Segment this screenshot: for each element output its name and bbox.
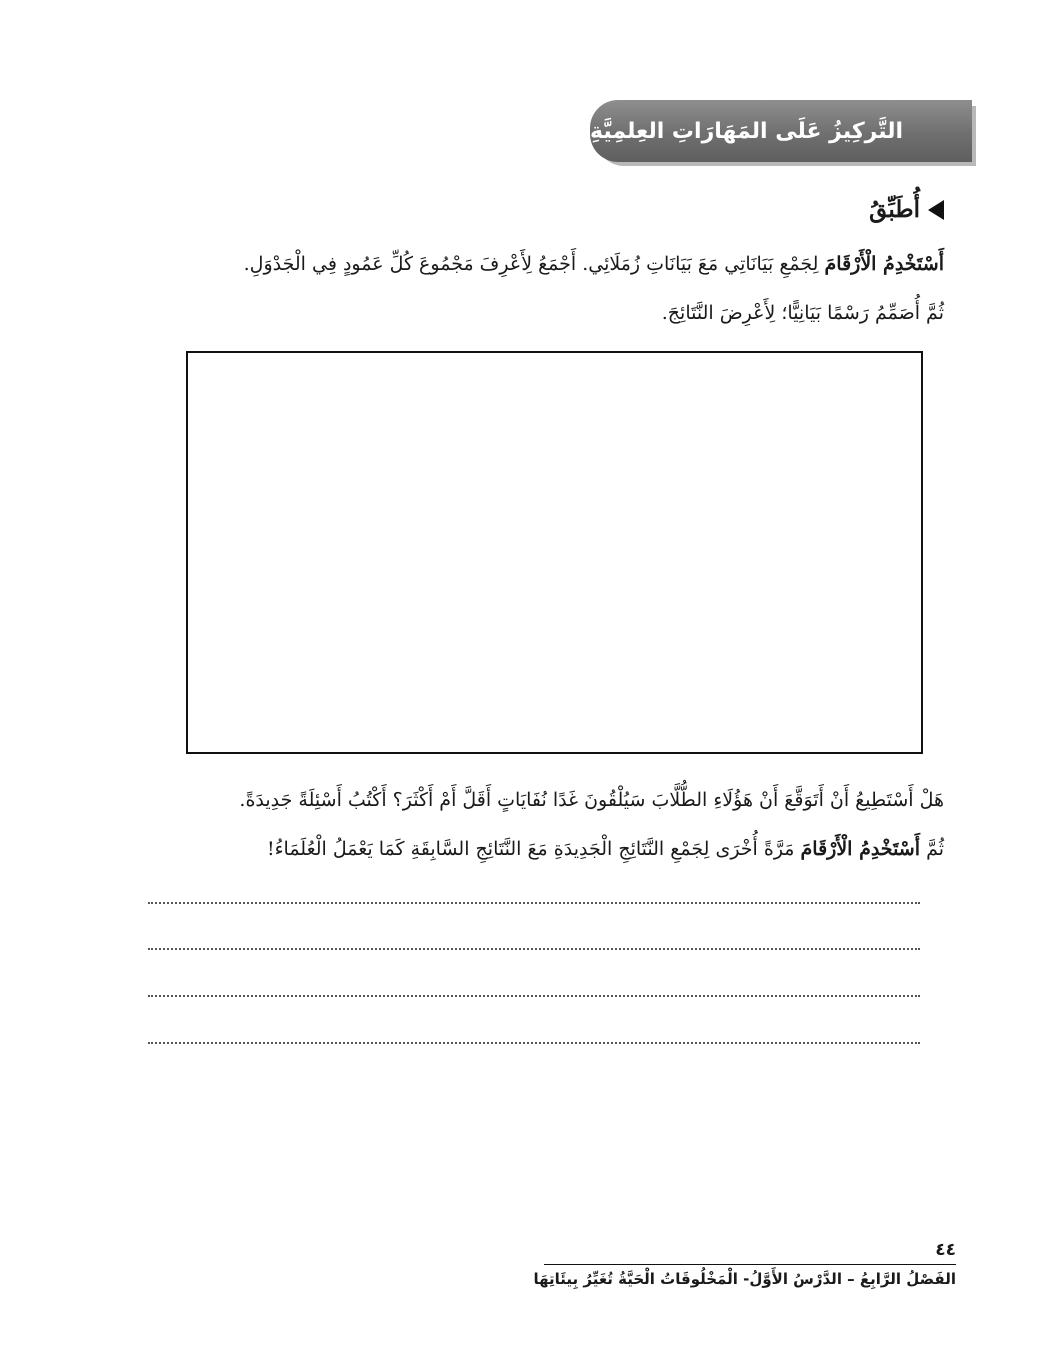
footer-divider (544, 1264, 956, 1265)
paragraph-2-line-2-start: ثُمَّ (926, 838, 944, 860)
graph-drawing-box[interactable] (186, 351, 923, 754)
paragraph-1-line-1-rest: لِجَمْعِ بَيَانَاتِي مَعَ بَيَانَاتِ زُمَلَائِي. أَجْمَعُ لِأَعْرِفَ مَجْمُوعَ كُلِّ عَمُودٍ فِي الْجَدْوَلِ. (243, 253, 819, 275)
footer-chapter-title: الفَصْلُ الرَّابِعُ – الدَّرْسُ الأَوَّلُ- الْمَخْلُوقَاتُ الْحَيَّةُ تُغَيِّرُ بِيئَاتِهَا (533, 1270, 956, 1288)
answer-line[interactable] (148, 902, 920, 904)
banner-bar (590, 100, 972, 162)
page-number: ٤٤ (935, 1240, 956, 1260)
paragraph-1-line-1 (144, 240, 944, 289)
paragraph-1-line-2: ثُمَّ أُصَمِّمُ رَسْمًا بَيَانِيًّا؛ لِأَعْرِضَ النَّتَائِجَ. (661, 302, 944, 324)
paragraph-2-bold-phrase: أَسْتَخْدِمُ الْأَرْقَامَ (800, 838, 921, 860)
instruction-paragraph-2 (144, 776, 944, 874)
paragraph-2-line-2 (144, 825, 944, 874)
section-banner (590, 100, 972, 162)
arrow-left-icon (928, 200, 944, 220)
section-heading (869, 196, 944, 223)
paragraph-1-bold-phrase: أَسْتَخْدِمُ الْأَرْقَامَ (824, 253, 944, 275)
banner-title: التَّركِيزُ عَلَى المَهَارَاتِ العِلمِيَّةِ (590, 118, 904, 144)
answer-line[interactable] (148, 948, 920, 950)
instruction-paragraph-1 (144, 240, 944, 338)
paragraph-2-line-1: هَلْ أَسْتَطِيعُ أَنْ أَتَوَقَّعَ أَنْ هَؤُلَاءِ الطُّلَّابَ سَيُلْقُونَ غَدًا نُفَايَاتٍ أَقَلَّ أَمْ أَكْثَرَ؟ أَكْتُبُ أَسْئِلَةً جَدِيدَةً. (239, 789, 944, 811)
answer-line[interactable] (148, 995, 920, 997)
paragraph-2-line-2-rest: مَرَّةً أُخْرَى لِجَمْعِ النَّتَائِجِ الْجَدِيدَةِ مَعَ النَّتَائِجِ السَّابِقَةِ كَمَا يَعْمَلُ الْعُلَمَاءُ! (266, 838, 795, 860)
section-title: أُطَبِّقُ (869, 196, 920, 223)
answer-line[interactable] (148, 1042, 920, 1044)
